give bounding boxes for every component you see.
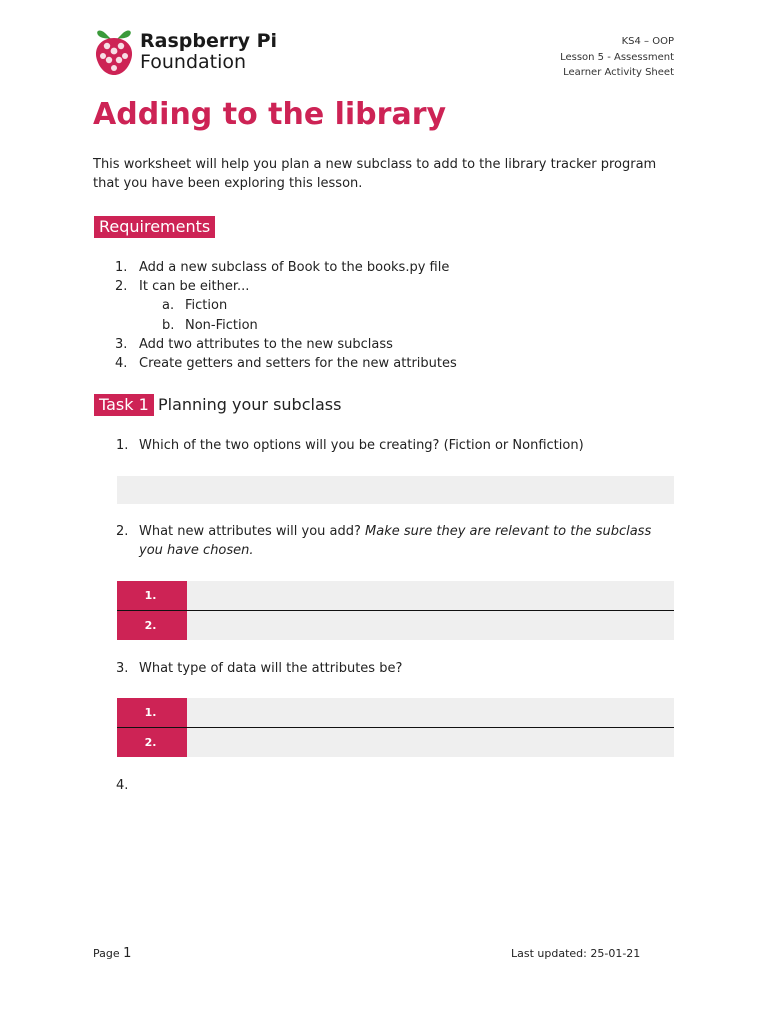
- last-updated: Last updated: 25-01-21: [511, 947, 641, 960]
- row-number: 2.: [117, 611, 187, 640]
- brand-name: Raspberry Pi: [140, 30, 278, 52]
- question-hint: Make sure they are relevant to the subclass you have chosen.: [139, 524, 652, 558]
- meta-sheet-type: Learner Activity Sheet: [563, 67, 674, 78]
- table-row: [117, 698, 674, 728]
- document-meta: [560, 34, 674, 81]
- brand-subtitle: Foundation: [140, 51, 247, 73]
- row-number: 2.: [117, 728, 187, 757]
- requirements-heading: Requirements: [94, 216, 215, 238]
- task-label: Task 1: [94, 394, 154, 416]
- attributes-table: [117, 581, 674, 640]
- table-row: [117, 581, 674, 611]
- page-number: Page 1: [93, 946, 132, 961]
- page-title: Adding to the library: [93, 97, 447, 132]
- answer-cell[interactable]: [187, 611, 674, 640]
- task-title: Planning your subclass: [158, 395, 342, 414]
- row-number: 1.: [117, 698, 187, 727]
- data-types-table: [117, 698, 674, 757]
- answer-cell[interactable]: [187, 698, 674, 727]
- answer-cell[interactable]: [187, 581, 674, 610]
- raspberry-pi-logo-icon: [93, 26, 135, 76]
- meta-lesson: Lesson 5 - Assessment: [560, 51, 674, 63]
- answer-cell[interactable]: [187, 728, 674, 757]
- table-row: [117, 611, 674, 640]
- table-row: [117, 728, 674, 757]
- row-number: 1.: [117, 581, 187, 610]
- answer-field-1[interactable]: [117, 476, 674, 504]
- intro-text: This worksheet will help you plan a new subclass to add to the library tracker program that you have been exploring this lesson.: [93, 157, 657, 191]
- meta-course: KS4 – OOP: [621, 36, 674, 47]
